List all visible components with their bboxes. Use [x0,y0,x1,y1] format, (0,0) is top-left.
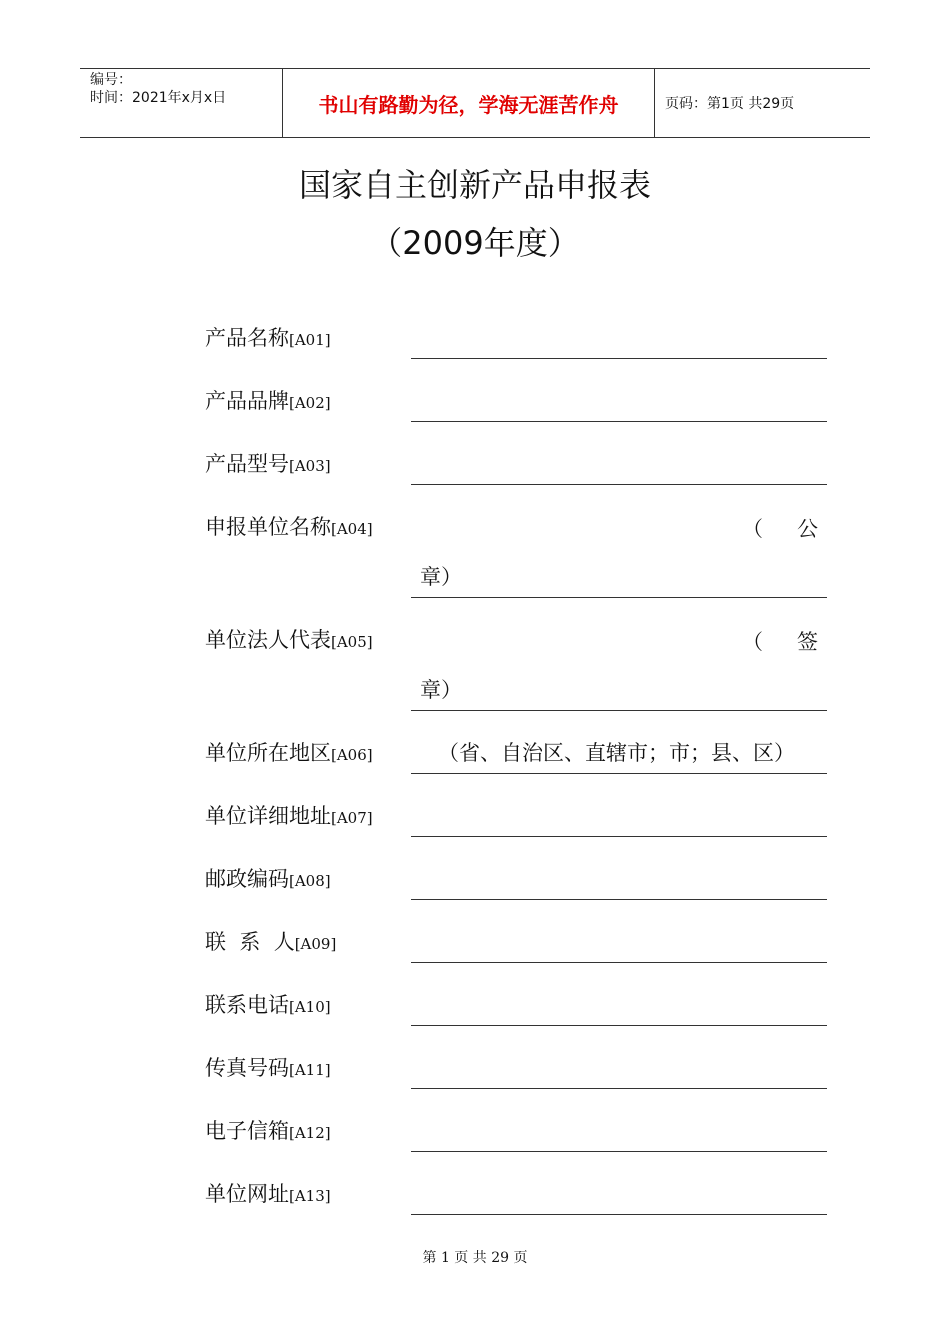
field-line-applicant-name[interactable] [411,597,827,598]
field-label-text: 单位所在地区 [205,741,331,765]
field-label-text: 传真号码 [205,1056,289,1080]
field-label-legal-rep [205,624,373,654]
document-title: 国家自主创新产品申报表 [298,166,651,204]
time-label: 时间：2021年x月x日 [90,90,227,106]
field-line-product-name[interactable] [411,358,827,359]
field-label-product-name [205,322,331,352]
seal-note-close: 章） [420,565,462,589]
field-line-website[interactable] [411,1214,827,1215]
field-label-text: 产品名称 [205,326,289,350]
header-page-cell [655,69,870,137]
field-code: [A06] [331,746,373,764]
field-code: [A01] [289,331,331,349]
seal-note-char: 公 [797,517,818,541]
field-label-text: 电子信箱 [205,1119,289,1143]
field-code: [A07] [331,809,373,827]
field-line-legal-rep[interactable] [411,710,827,711]
field-code: [A13] [289,1187,331,1205]
field-label-applicant-name [205,511,373,541]
sign-note-char: 签 [797,630,818,654]
page-label: 页码：第1页 共29页 [665,96,795,112]
field-label-text: 联系电话 [205,993,289,1017]
field-label-region [205,737,373,767]
header-meta [80,69,282,137]
field-line-region[interactable] [411,773,827,774]
field-code: [A02] [289,394,331,412]
field-label-website [205,1178,331,1208]
field-label-postcode [205,863,331,893]
field-label-email [205,1115,331,1145]
document-year: （2009年度） [370,224,580,262]
field-label-fax [205,1052,331,1082]
page-header [80,68,870,138]
field-line-contact[interactable] [411,962,827,963]
field-code: [A03] [289,457,331,475]
field-label-address [205,800,373,830]
field-label-text: 产品型号 [205,452,289,476]
number-label: 编号： [90,72,132,88]
field-label-product-brand [205,385,331,415]
field-code: [A05] [331,633,373,651]
motto-text: 书山有路勤为径，学海无涯苦作舟 [318,92,619,117]
field-label-contact [205,926,336,956]
field-label-text: 联 系 人 [205,930,295,954]
field-line-postcode[interactable] [411,899,827,900]
sign-note-close: 章） [420,678,462,702]
sign-note-open: （ [742,630,763,654]
field-line-product-brand[interactable] [411,421,827,422]
field-label-product-model [205,448,331,478]
region-hint: （省、自治区、直辖市；市；县、区） [438,741,795,765]
field-code: [A09] [294,935,337,953]
field-line-product-model[interactable] [411,484,827,485]
field-code: [A11] [289,1061,331,1079]
field-code: [A08] [289,872,331,890]
field-label-text: 申报单位名称 [205,515,331,539]
field-label-text: 单位法人代表 [205,628,331,652]
field-label-text: 单位详细地址 [205,804,331,828]
field-label-text: 邮政编码 [205,867,289,891]
page-footer: 第 1 页 共 29 页 [422,1250,528,1266]
field-label-phone [205,989,331,1019]
field-label-text: 产品品牌 [205,389,289,413]
field-code: [A04] [331,520,373,538]
field-line-phone[interactable] [411,1025,827,1026]
field-label-text: 单位网址 [205,1182,289,1206]
field-code: [A10] [289,998,331,1016]
field-code: [A12] [289,1124,331,1142]
field-line-email[interactable] [411,1151,827,1152]
header-motto-cell [282,69,655,137]
field-line-fax[interactable] [411,1088,827,1089]
field-line-address[interactable] [411,836,827,837]
seal-note-open: （ [742,517,763,541]
